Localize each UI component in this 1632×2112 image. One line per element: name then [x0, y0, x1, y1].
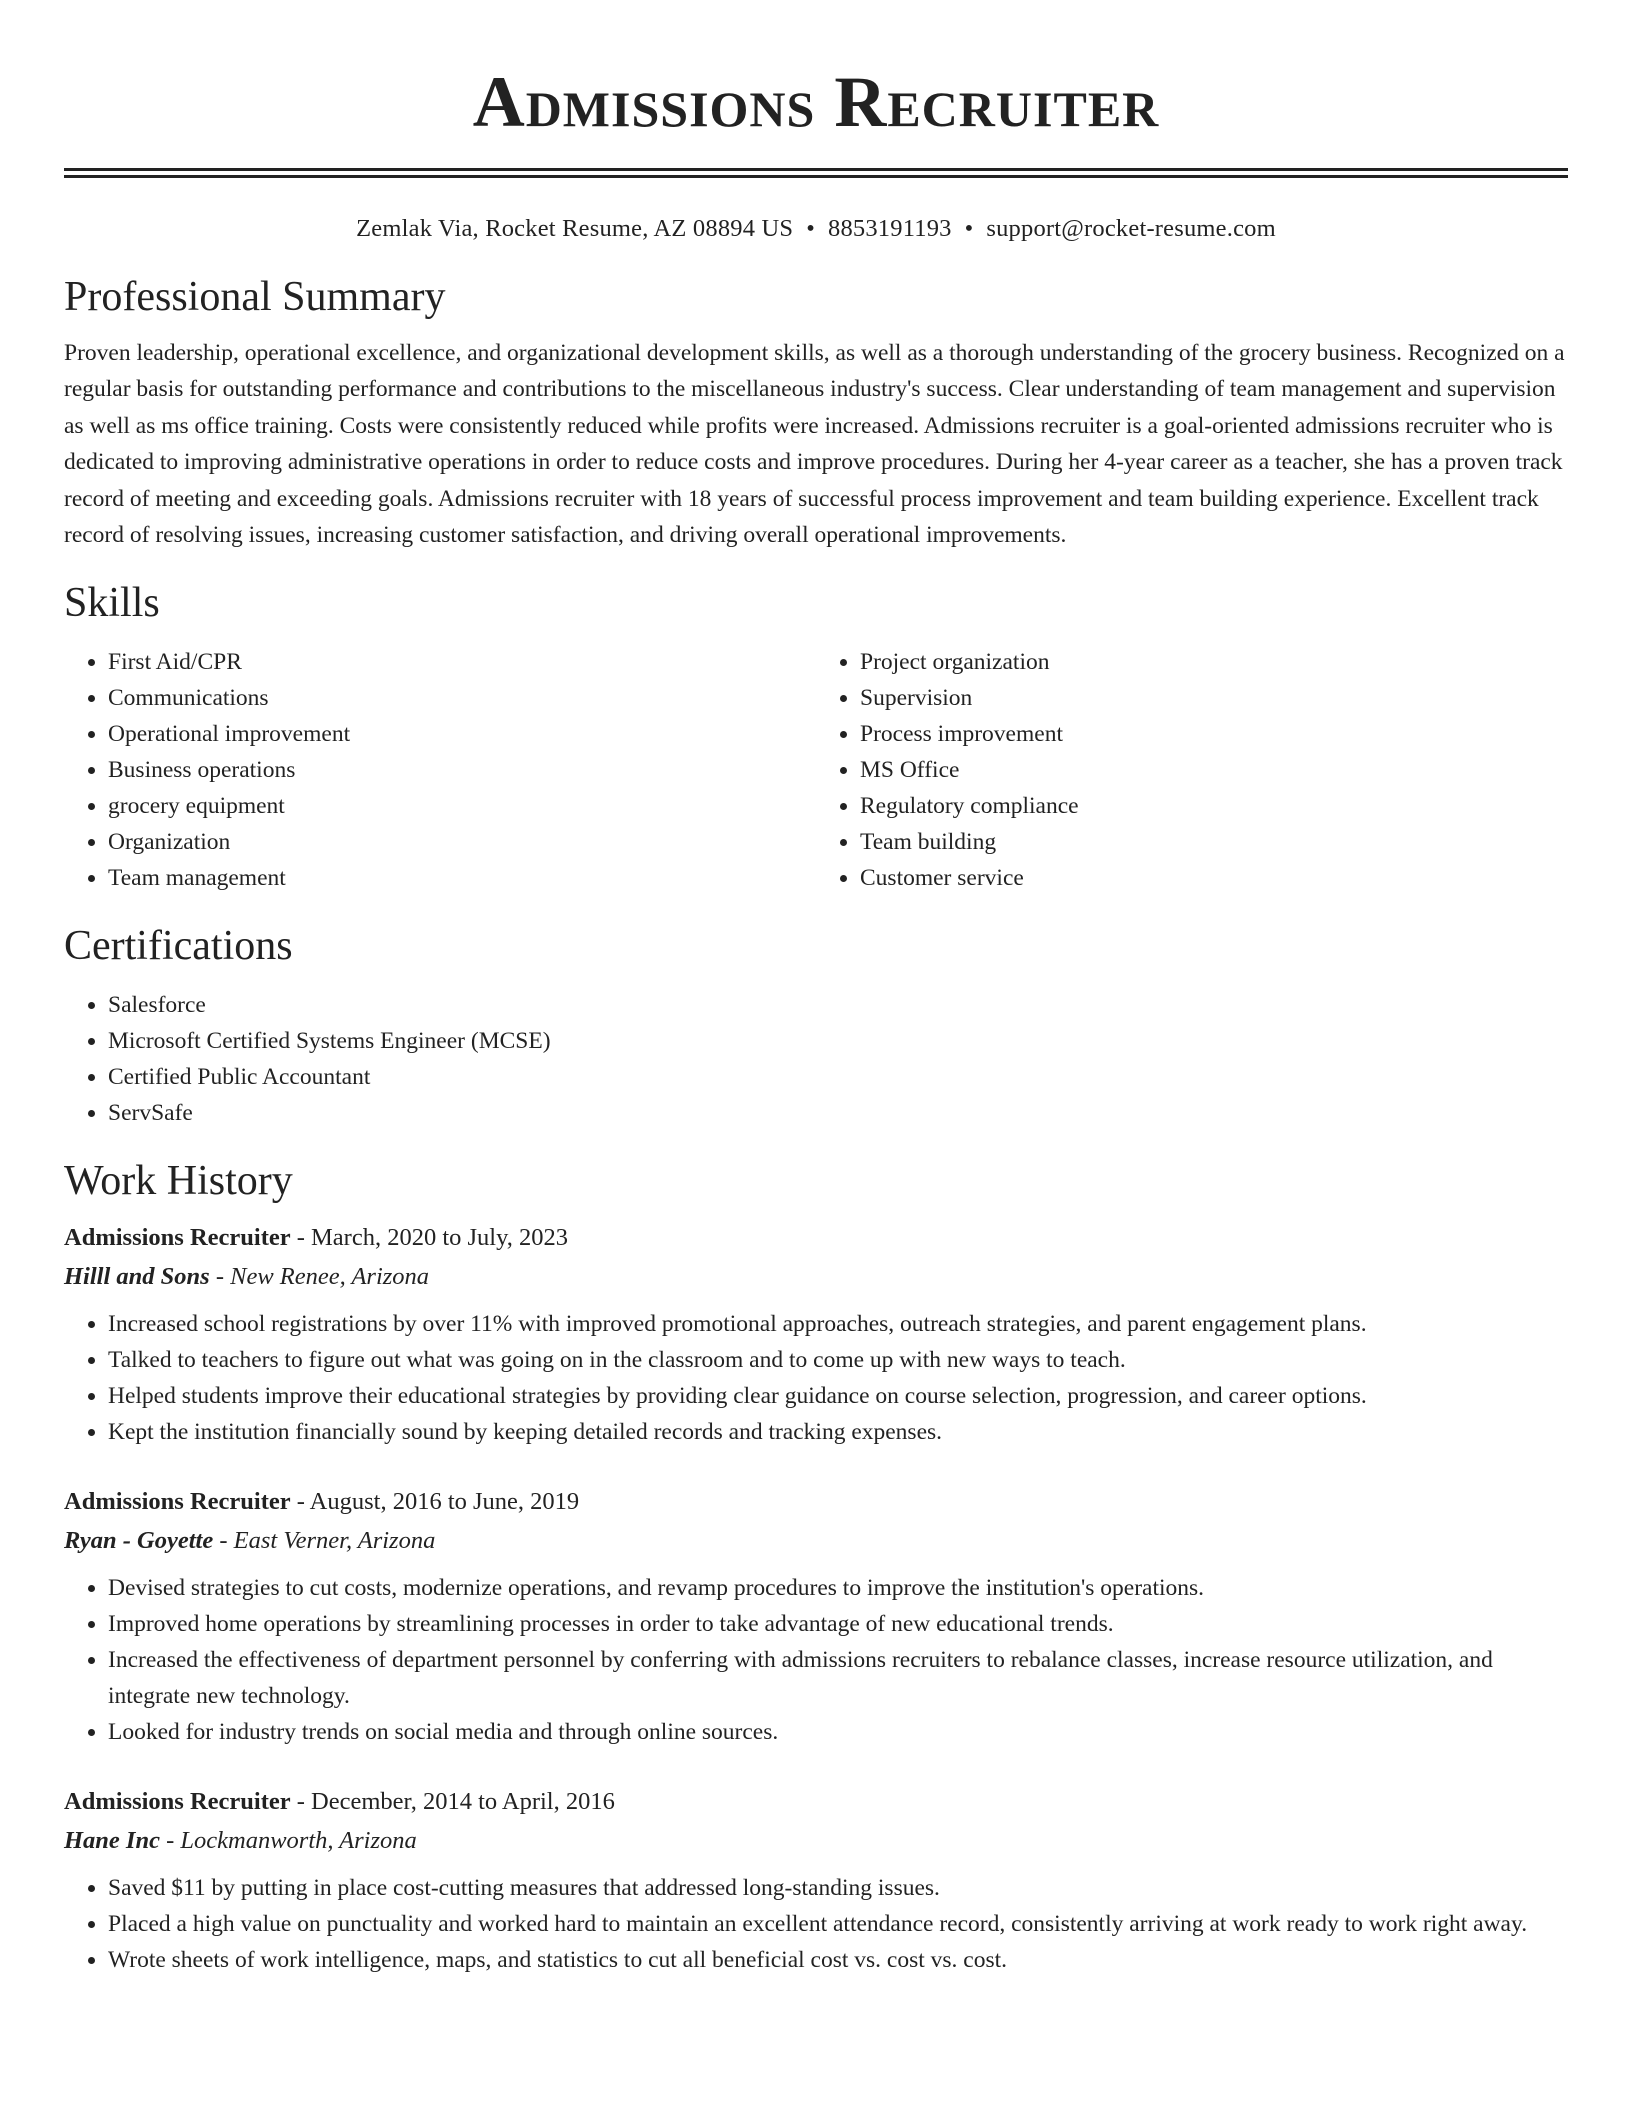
job-company: Hane Inc: [64, 1827, 160, 1855]
skills-section: [64, 578, 1568, 896]
job-entry: [64, 1784, 1568, 1978]
job-bullet: • Improved home operations by streamlining processes in order to take advantage of new educational trends.: [108, 1606, 1568, 1642]
job-bullets: [64, 1870, 1568, 1978]
job-company-line: [64, 1523, 1568, 1559]
job-bullets: [64, 1306, 1568, 1450]
certification-item: • Salesforce: [108, 987, 1568, 1023]
summary-section: [64, 272, 1568, 553]
job-bullet: • Helped students improve their educational strategies by providing clear guidance on course selection, progression, and career options.: [108, 1378, 1568, 1414]
skill-item: • Customer service: [860, 860, 1568, 896]
certifications-heading: Certifications: [64, 923, 293, 970]
work-history-section: [64, 1156, 1568, 1978]
job-company: Ryan - Goyette: [64, 1527, 214, 1555]
skill-item: • Process improvement: [860, 716, 1568, 752]
job-bullet: • Increased school registrations by over 11% with improved promotional approaches, outreach strategies, and parent engagement plans.: [108, 1306, 1568, 1342]
skill-item: • Team management: [108, 860, 816, 896]
job-bullet: • Devised strategies to cut costs, modernize operations, and revamp procedures to improve the institution's operations.: [108, 1570, 1568, 1606]
job-bullets: [64, 1570, 1568, 1750]
job-bullet: • Saved $11 by putting in place cost-cutting measures that addressed long-standing issues.: [108, 1870, 1568, 1906]
skill-item: • Operational improvement: [108, 716, 816, 752]
job-bullet: • Wrote sheets of work intelligence, maps, and statistics to cut all beneficial cost vs. cost vs. cost.: [108, 1942, 1568, 1978]
contact-address: Zemlak Via, Rocket Resume, AZ 08894 US: [356, 215, 794, 242]
skills-list-left: [64, 644, 816, 896]
job-bullet: • Talked to teachers to figure out what was going on in the classroom and to come up with new ways to teach.: [108, 1342, 1568, 1378]
skill-item: • Supervision: [860, 680, 1568, 716]
certification-item: • ServSafe: [108, 1095, 1568, 1131]
skill-item: • Business operations: [108, 752, 816, 788]
job-title: Admissions Recruiter: [64, 1488, 291, 1516]
job-title-line: [64, 1220, 1568, 1256]
summary-text: Proven leadership, operational excellence, and organizational development skills, as well as a thorough understanding of the grocery business. Recognized on a regular basis for outstanding performance and contributions to the miscellaneous industry's success. Clear understanding of team management and supervision as well as ms office training. Costs were consistently reduced while profits were increased. Admissions recruiter is a goal-oriented admissions recruiter who is dedicated to improving administrative operations in order to reduce costs and improve procedures. During her 4-year career as a teacher, she has a proven track record of meeting and exceeding goals. Admissions recruiter with 18 years of successful process improvement and team building experience. Excellent track record of resolving issues, increasing customer satisfaction, and driving overall operational improvements.: [64, 340, 1565, 549]
job-bullet: • Placed a high value on punctuality and worked hard to maintain an excellent attendance record, consistently arriving at work ready to work right away.: [108, 1906, 1568, 1942]
job-dates: - March, 2020 to July, 2023: [290, 1224, 569, 1252]
certifications-section: [64, 921, 1568, 1131]
skill-item: • Organization: [108, 824, 816, 860]
job-company-line: [64, 1823, 1568, 1859]
job-title: Admissions Recruiter: [64, 1788, 291, 1816]
job-title-line: [64, 1484, 1568, 1520]
job-bullet: • Increased the effectiveness of department personnel by conferring with admissions recruiters to rebalance classes, increase resource utilization, and integrate new technology.: [108, 1642, 1568, 1714]
skill-item: • Project organization: [860, 644, 1568, 680]
contact-email: support@rocket-resume.com: [986, 215, 1276, 242]
job-dates: - August, 2016 to June, 2019: [290, 1488, 580, 1516]
job-title-line: [64, 1784, 1568, 1820]
job-location: - New Renee, Arizona: [209, 1263, 430, 1291]
job-bullet: • Looked for industry trends on social media and through online sources.: [108, 1714, 1568, 1750]
skills-columns: [64, 644, 1568, 896]
skill-item: • Team building: [860, 824, 1568, 860]
job-entry: [64, 1484, 1568, 1750]
skills-list-right: [816, 644, 1568, 896]
header-double-rule: [64, 168, 1568, 178]
contact-separator: •: [964, 215, 974, 242]
contact-line: [64, 214, 1568, 244]
job-title: Admissions Recruiter: [64, 1224, 291, 1252]
summary-heading: Professional Summary: [64, 274, 446, 320]
resume-page: [64, 0, 1568, 1978]
job-dates: - December, 2014 to April, 2016: [290, 1788, 615, 1816]
contact-phone: 8853191193: [828, 215, 952, 242]
skill-item: • Regulatory compliance: [860, 788, 1568, 824]
certification-item: • Certified Public Accountant: [108, 1059, 1568, 1095]
skill-item: • Communications: [108, 680, 816, 716]
work-history-heading: Work History: [64, 1158, 293, 1205]
skill-item: • MS Office: [860, 752, 1568, 788]
contact-separator: •: [806, 215, 815, 242]
job-company: Hilll and Sons: [64, 1263, 210, 1291]
certification-item: • Microsoft Certified Systems Engineer (MCSE): [108, 1023, 1568, 1059]
job-company-line: [64, 1259, 1568, 1295]
skill-item: • First Aid/CPR: [108, 644, 816, 680]
certifications-list: [64, 987, 1568, 1131]
job-bullet: • Kept the institution financially sound by keeping detailed records and tracking expenses.: [108, 1414, 1568, 1450]
job-location: - Lockmanworth, Arizona: [159, 1827, 417, 1855]
skills-heading: Skills: [64, 580, 160, 627]
job-entry: [64, 1220, 1568, 1450]
job-location: - East Verner, Arizona: [213, 1527, 436, 1555]
skill-item: • grocery equipment: [108, 788, 816, 824]
candidate-name: Admissions Recruiter: [472, 62, 1160, 142]
